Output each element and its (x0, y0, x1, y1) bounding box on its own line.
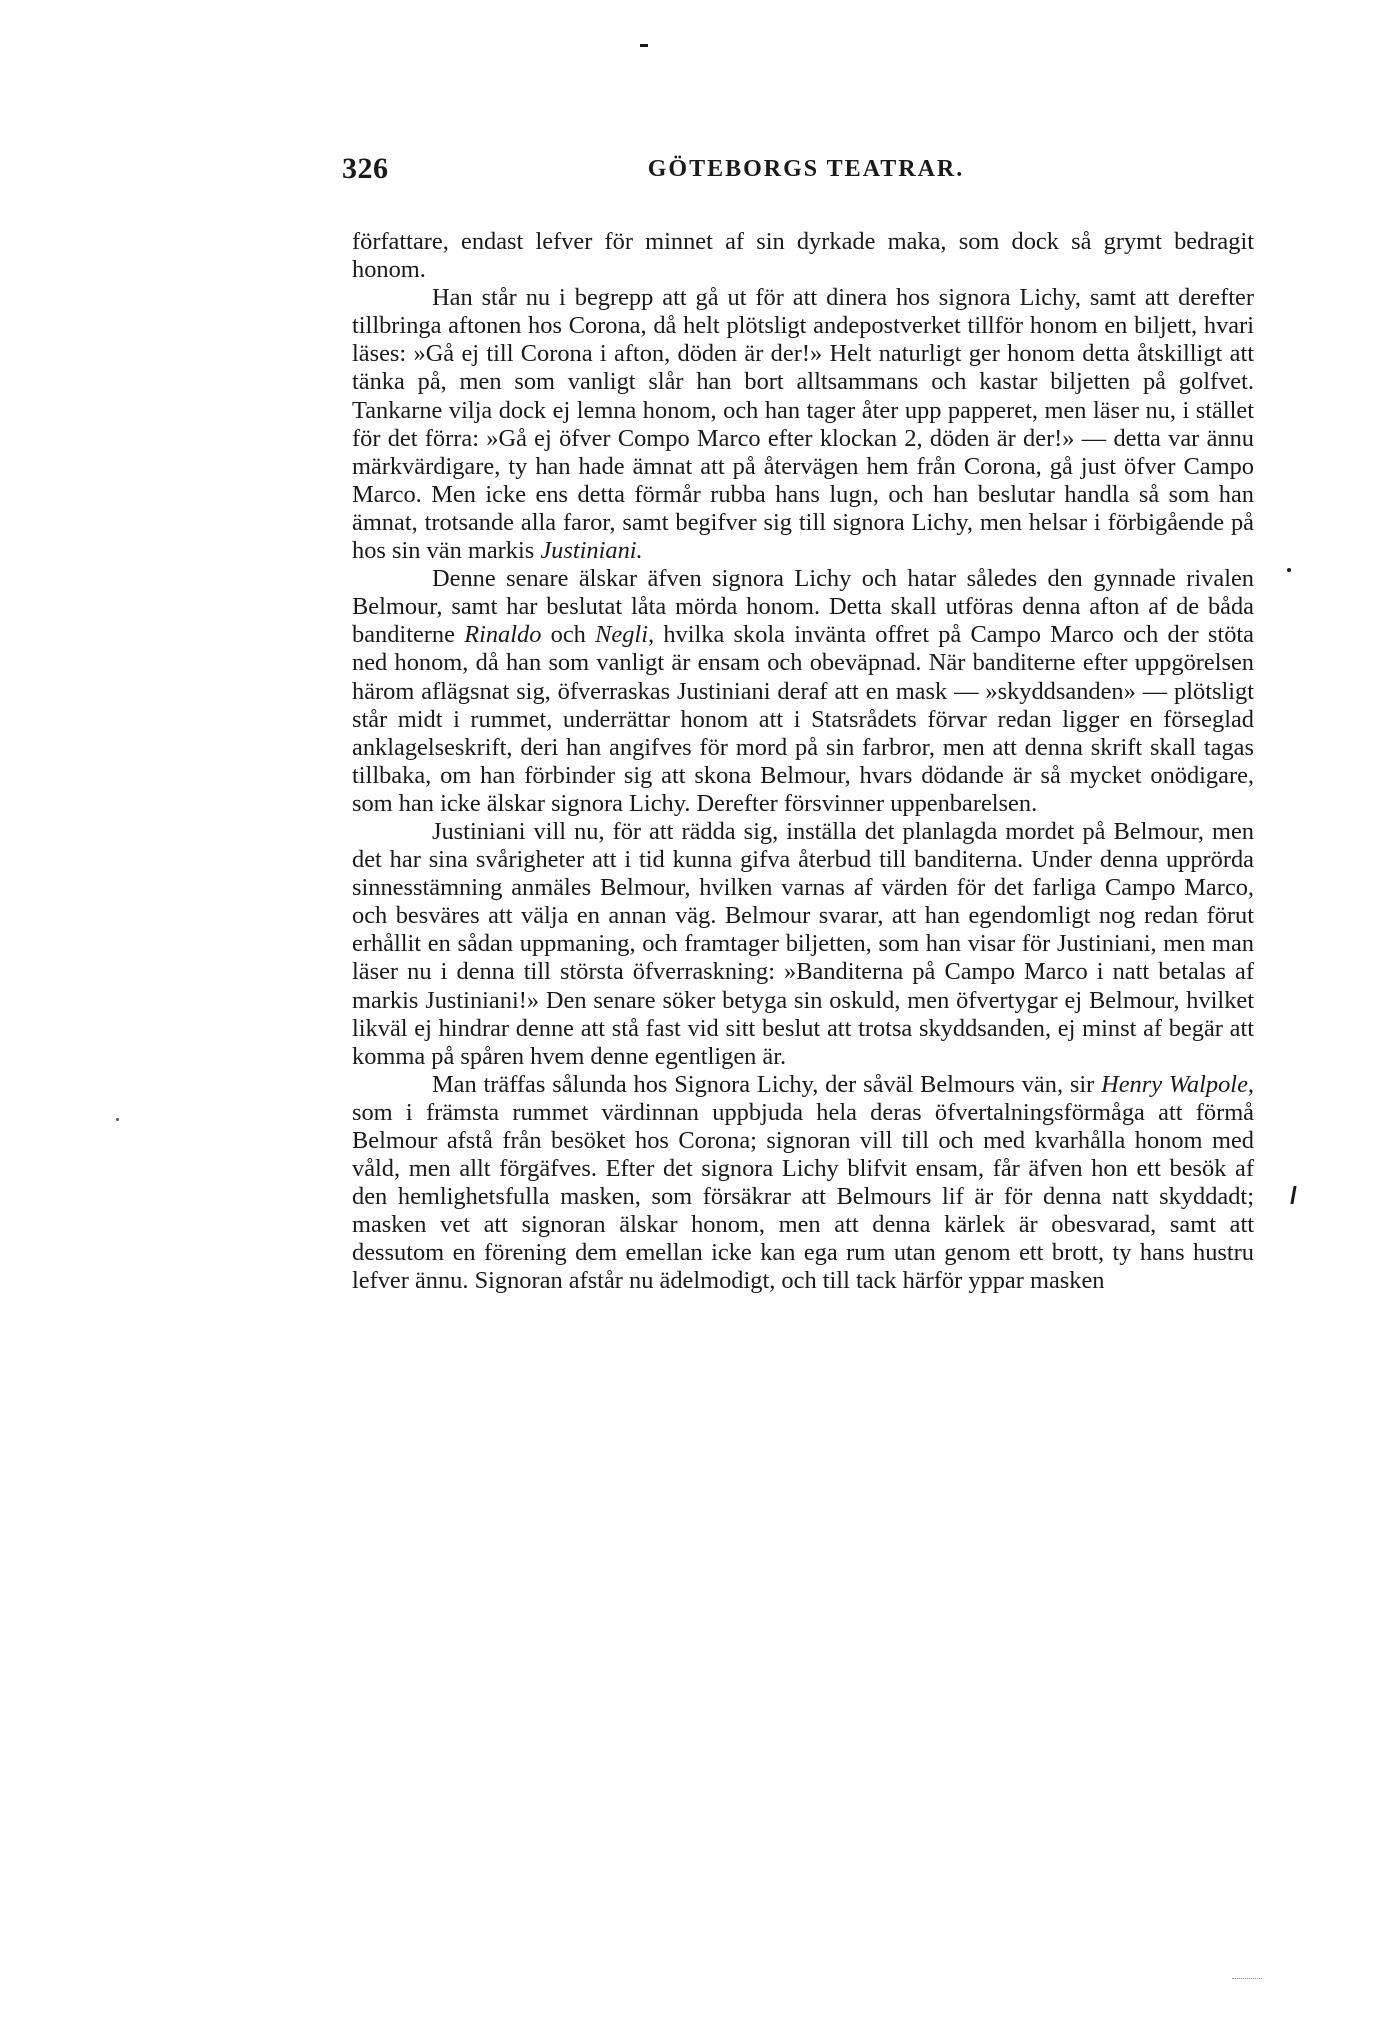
text-run: hvilka skola invänta offret på Campo Marco och der stöta ned honom, då han som vanligt är ensam och obeväpnad. När banditerne efter uppgörelsen härom aflägsnat sig, öfverraskas Justiniani deraf att en mask — »skyddsanden» — plötsligt står midt i rummet, underrättar honom att i Statsrådets förvar redan ligger en förseglad anklagelseskrift, deri han angifves för mord på sin farbror, men att denna skrift skall tagas tillbaka, om han förbinder sig att skona Belmour, hvars dödande är så mycket onödigare, som han icke älskar signora Lichy. Derefter försvinner uppenbarelsen. (352, 621, 1254, 817)
text-run: Han står nu i begrepp att gå ut för att dinera hos signora Lichy, samt att derefter tillbringa aftonen hos Corona, då helt plötsligt andepostverket tillför honom en biljett, hvari läses: »Gå ej till Corona i afton, döden är der!» Helt naturligt ger honom detta åtskilligt att tänka på, men som vanligt slår han bort alltsammans och kastar biljetten på golfvet. Tankarne vilja dock ej lemna honom, och han tager åter upp papperet, men läser nu, i stället för det förra: »Gå ej öfver Compo Marco efter klockan 2, döden är der!» — detta var ännu märkvärdigare, ty han hade ämnat att på återvägen hem från Corona, gå just öfver Campo Marco. Men icke ens detta förmår rubba hans lugn, och han beslutar handla så som han ämnat, trotsande alla faror, samt begifver sig till signora Lichy, men helsar i förbigående på hos sin vän markis (352, 284, 1254, 565)
italic-name: Rinaldo (464, 621, 542, 649)
page-header (342, 152, 1270, 192)
text-run: Man träffas sålunda hos Signora Lichy, der såväl Belmours vän, sir (432, 1070, 1102, 1098)
running-title: GÖTEBORGS TEATRAR. (647, 156, 965, 182)
italic-name: Henry Walpole, (1101, 1070, 1254, 1098)
italic-name: Negli, (595, 621, 655, 649)
paragraph (352, 284, 1254, 565)
text-run: Denne senare älskar äfven signora Lichy och hatar således den gynnade rivalen Belmour, samt har beslutat låta mörda honom. Detta skall utföras denna afton af de båda banditerne (352, 565, 1254, 649)
body-text (352, 228, 1254, 1296)
text-run: Justiniani vill nu, för att rädda sig, inställa det planlagda mordet på Belmour, men det har sina svårigheter att i tid kunna gifva återbud till banditerna. Under denna upprörda sinnesstämning anmäles Belmour, hvilken varnas af värden för det farliga Campo Marco, och besväres att välja en annan väg. Belmour svarar, att han egendomligt nog redan förut erhållit en sådan uppmaning, och framtager biljetten, som han visar för Justiniani, men man läser nu i denna till största öfverraskning: »Banditerna på Campo Marco i natt betalas af markis Justiniani!» Den senare söker betyga sin oskuld, men öfvertygar ej Belmour, hvilket likväl ej hindrar denne att stå fast vid sitt beslut att trotsa skyddsanden, ej minst af begär att komma på spåren hvem denne egentligen är. (352, 817, 1254, 1070)
print-speck (1290, 1186, 1296, 1204)
print-speck (1287, 568, 1291, 572)
print-speck (1232, 1978, 1262, 1981)
paragraph (352, 818, 1254, 1071)
text-run: som i främsta rummet värdinnan uppbjuda hela deras öfvertalningsförmåga att förmå Belmour afstå från besöket hos Corona; signoran vill till och med kvarhålla honom med våld, men allt förgäfves. Efter det signora Lichy blifvit ensam, får äfven hon ett besök af den hemlighetsfulla masken, som försäkrar att Belmours lif är för denna natt skyddadt; masken vet att signoran älskar honom, men att denna kärlek är obesvarad, samt att dessutom en förening dem emellan icke kan ega rum utan genom ett brott, ty hans hustru lefver ännu. Signoran afstår nu ädelmodigt, och till tack härför yppar masken (352, 1098, 1254, 1295)
paragraph (352, 1071, 1254, 1296)
print-speck (116, 1118, 119, 1121)
page-number: 326 (342, 152, 389, 185)
italic-name: Justiniani. (540, 537, 643, 565)
text-run: författare, endast lefver för minnet af sin dyrkade maka, som dock så grymt bedragit honom. (352, 228, 1254, 284)
print-speck (640, 44, 648, 47)
paragraph (352, 228, 1254, 284)
paragraph (352, 565, 1254, 818)
text-run: och (541, 621, 596, 649)
